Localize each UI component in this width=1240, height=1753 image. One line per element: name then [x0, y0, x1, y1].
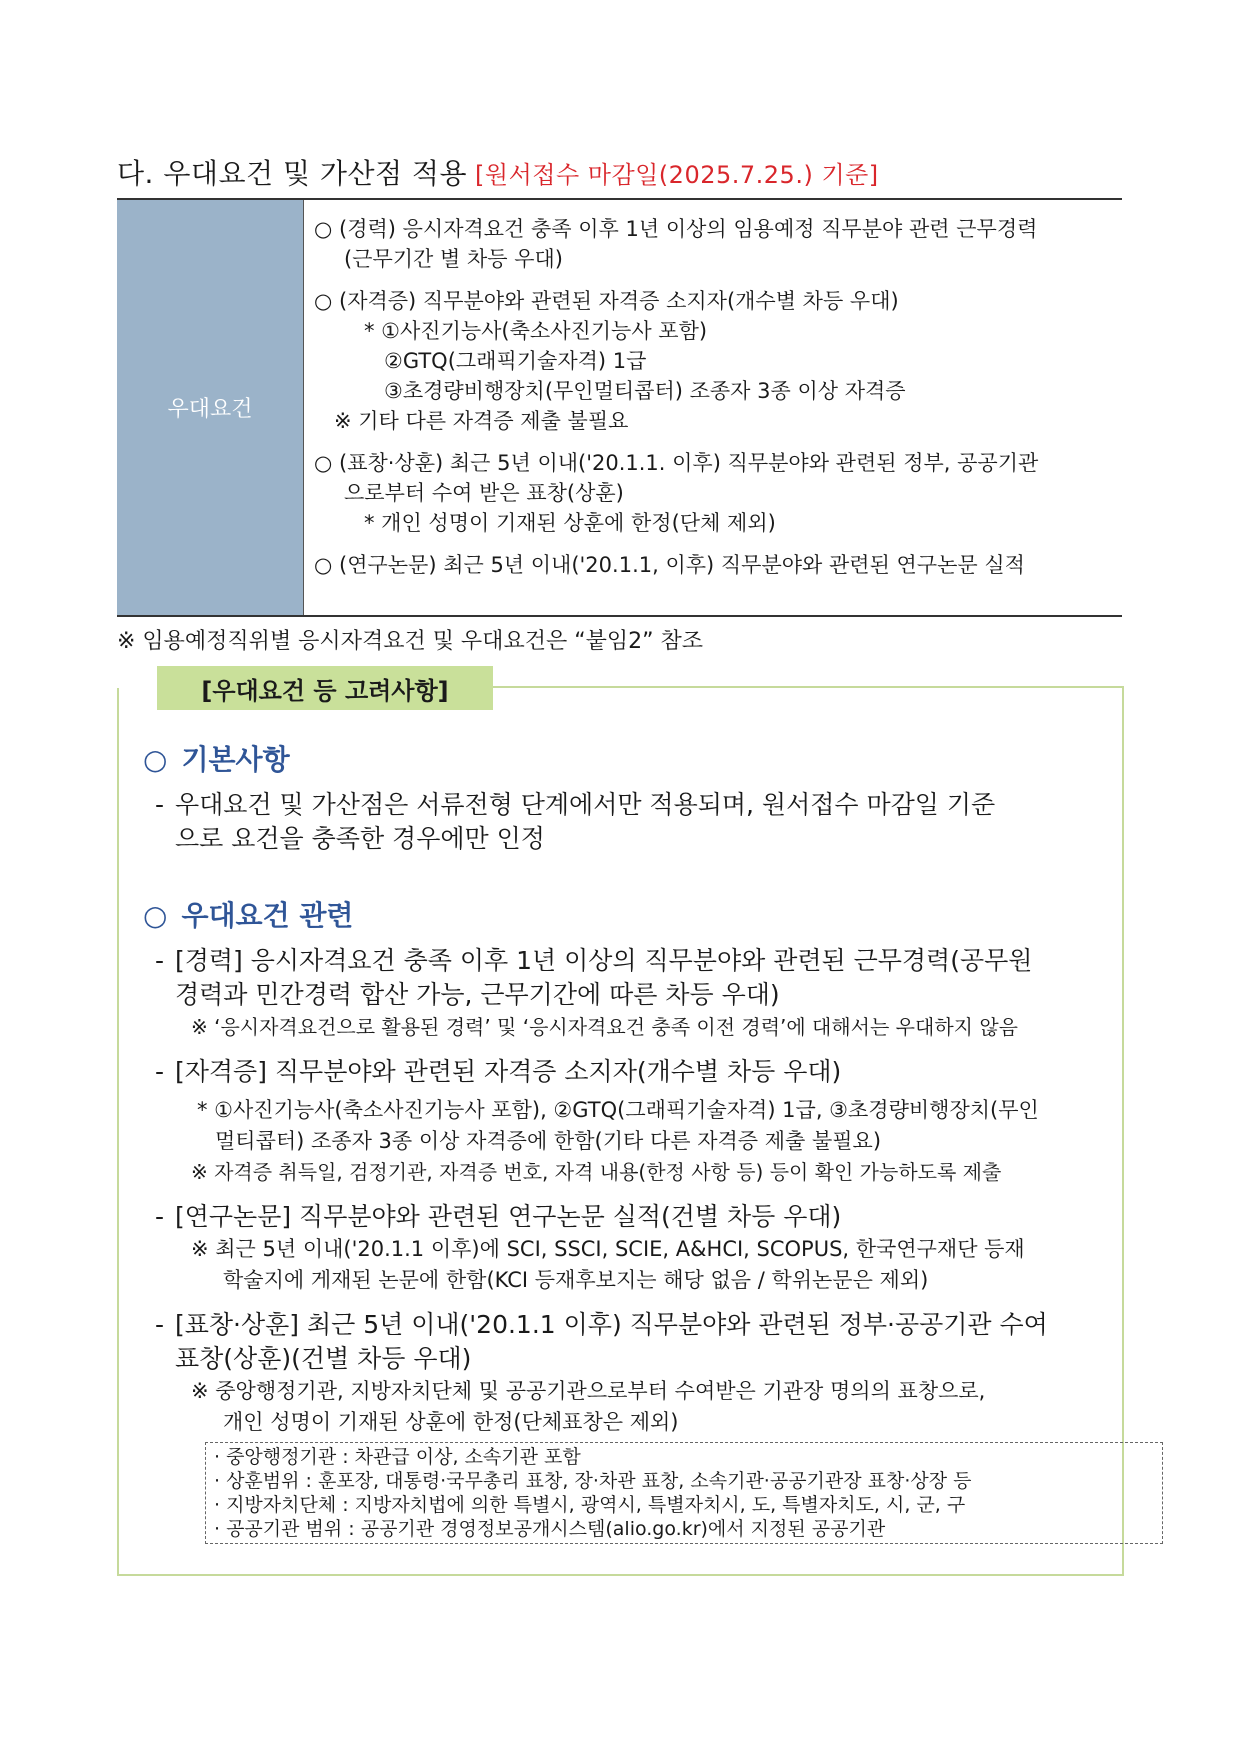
table-line: 으로부터 수여 받은 표창(상훈) — [344, 481, 624, 505]
cert-note2: ※ 자격증 취득일, 검정기관, 자격증 번호, 자격 내용(한정 사항 등) 등이 확인 가능하도록 제출 — [191, 1160, 1002, 1184]
table-line: ○ (표창·상훈) 최근 5년 이내('20.1.1. 이후) 직무분야와 관련된 정부, 공공기관 — [314, 451, 1039, 475]
award-item: - [표창·상훈] 최근 5년 이내('20.1.1 이후) 직무분야와 관련된 정부·공공기관 수여 표창(상훈)(건별 차등 우대) — [143, 1308, 1112, 1376]
career-item: - [경력] 응시자격요건 충족 이후 1년 이상의 직무분야와 관련된 근무경력(공무원 경력과 민간경력 합산 가능, 근무기간에 따른 차등 우대) — [143, 944, 1112, 1012]
detail-line: · 공공기관 범위 : 공공기관 경영정보공개시스템(alio.go.kr)에서 지정된 공공기관 — [214, 1518, 886, 1540]
considerations-box — [117, 676, 1124, 1576]
preference-label: 우대요건 — [117, 200, 304, 615]
detail-line: · 상훈범위 : 훈포장, 대통령·국무총리 표창, 장·차관 표창, 소속기관·공공기관장 표창·상장 등 — [214, 1470, 972, 1492]
award-note-line: ※ 중앙행정기관, 지방자치단체 및 공공기관으로부터 수여받은 기관장 명의의 표창으로, — [191, 1379, 986, 1403]
cert-note-line: 멀티콥터) 조종자 3종 이상 자격증에 한함(기타 다른 자격증 제출 불필요) — [215, 1129, 882, 1153]
circle-icon: ○ — [143, 743, 168, 776]
career-block — [314, 214, 1122, 274]
paper-note-line: ※ 최근 5년 이내('20.1.1 이후)에 SCI, SSCI, SCIE, A&HCI, SCOPUS, 한국연구재단 등재 — [191, 1237, 1025, 1261]
dash-icon: - — [155, 946, 165, 975]
paper-item: - [연구논문] 직무분야와 관련된 연구논문 실적(건별 차등 우대) — [143, 1200, 1112, 1234]
table-line: ○ (경력) 응시자격요건 충족 이후 1년 이상의 임용예정 직무분야 관련 근무경력 — [314, 217, 1038, 241]
basic-item: - 우대요건 및 가산점은 서류전형 단계에서만 적용되며, 원서접수 마감일 기준 으로 요건을 충족한 경우에만 인정 — [143, 788, 1112, 856]
paper-note-line: 학술지에 게재된 논문에 한함(KCI 등재후보지는 해당 없음 / 학위논문은 제외) — [223, 1268, 929, 1292]
section-title — [117, 152, 879, 192]
preference-content — [304, 200, 1122, 615]
circle-icon: ○ — [143, 899, 168, 932]
award-block — [314, 448, 1122, 538]
considerations-body — [143, 738, 1112, 1544]
dash-icon: - — [155, 1057, 165, 1086]
pref-heading: ○ 우대요건 관련 — [143, 899, 354, 932]
table-line: * ①사진기능사(축소사진기능사 포함) — [364, 319, 708, 343]
cert-item: - [자격증] 직무분야와 관련된 자격증 소지자(개수별 차등 우대) — [143, 1055, 1112, 1089]
career-note: ※ ‘응시자격요건으로 활용된 경력’ 및 ‘응시자격요건 충족 이전 경력’에 대해서는 우대하지 않음 — [191, 1015, 1018, 1039]
dash-icon: - — [155, 1202, 165, 1231]
paper-block — [314, 550, 1122, 580]
considerations-tab: [우대요건 등 고려사항] — [157, 666, 493, 710]
cert-block — [314, 286, 1122, 436]
table-line: (근무기간 별 차등 우대) — [344, 247, 563, 271]
award-note-line: 개인 성명이 기재된 상훈에 한정(단체표창은 제외) — [223, 1410, 679, 1434]
table-line: ○ (연구논문) 최근 5년 이내('20.1.1, 이후) 직무분야와 관련된 연구논문 실적 — [314, 553, 1025, 577]
reference-note: ※ 임용예정직위별 응시자격요건 및 우대요건은 “붙임2” 참조 — [117, 629, 703, 654]
section-title-text: 다. 우대요건 및 가산점 적용 — [117, 157, 468, 190]
cert-note-line: * ①사진기능사(축소사진기능사 포함), ②GTQ(그래픽기술자격) 1급, ③초경량비행장치(무인 — [197, 1098, 1039, 1122]
award-details-box — [205, 1442, 1163, 1544]
detail-line: · 지방자치단체 : 지방자치법에 의한 특별시, 광역시, 특별자치시, 도, 특별자치도, 시, 군, 구 — [214, 1494, 966, 1516]
table-line: ②GTQ(그래픽기술자격) 1급 — [384, 349, 647, 373]
basic-heading: ○ 기본사항 — [143, 743, 290, 776]
deadline-note: [원서접수 마감일(2025.7.25.) 기준] — [475, 161, 879, 189]
dash-icon: - — [155, 1310, 165, 1339]
preference-table — [117, 198, 1122, 617]
table-line: ※ 기타 다른 자격증 제출 불필요 — [334, 409, 629, 433]
dash-icon: - — [155, 790, 165, 819]
table-line: ○ (자격증) 직무분야와 관련된 자격증 소지자(개수별 차등 우대) — [314, 289, 899, 313]
detail-line: · 중앙행정기관 : 차관급 이상, 소속기관 포함 — [214, 1446, 581, 1468]
table-line: * 개인 성명이 기재된 상훈에 한정(단체 제외) — [364, 511, 776, 535]
table-line: ③초경량비행장치(무인멀티콥터) 조종자 3종 이상 자격증 — [384, 379, 906, 403]
